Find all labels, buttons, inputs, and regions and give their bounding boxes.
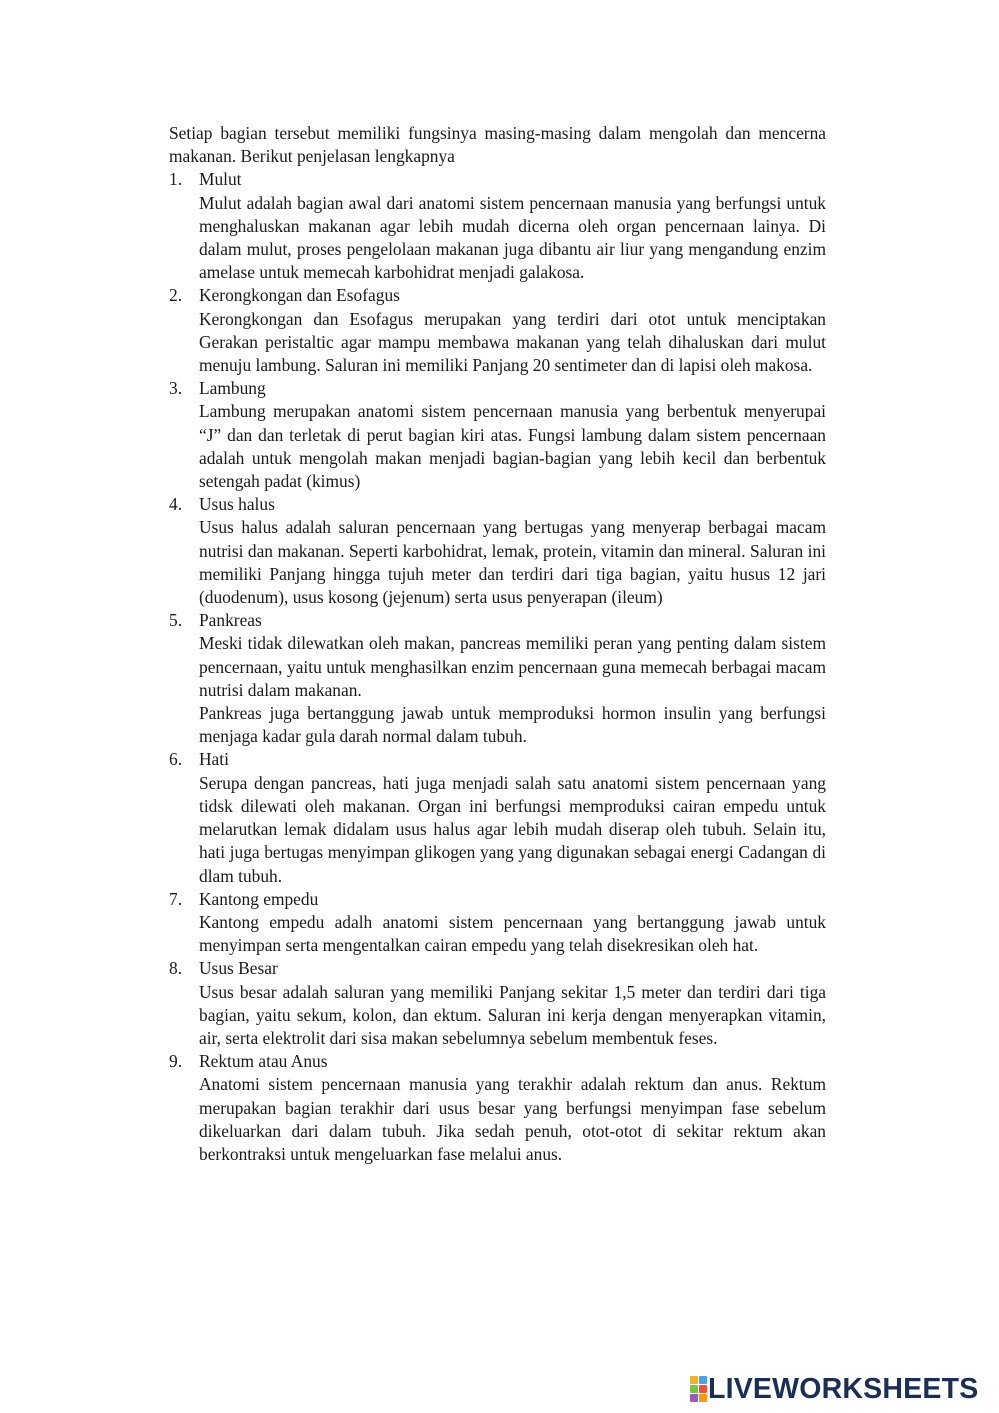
section-item: [169, 284, 826, 377]
section-heading: Hati: [199, 749, 229, 770]
section-number: 1.: [169, 169, 183, 190]
section-paragraph: Pankreas juga bertanggung jawab untuk memproduksi hormon insulin yang berfungsi menjaga kadar gula darah normal dalam tubuh.: [199, 703, 826, 747]
section-number: 8.: [169, 958, 183, 979]
section-heading: Lambung: [199, 378, 266, 399]
section-heading: Usus Besar: [199, 958, 278, 979]
section-item: [169, 748, 826, 887]
section-heading: Kantong empedu: [199, 888, 319, 909]
section-paragraph: Kantong empedu adalh anatomi sistem pencernaan yang bertanggung jawab untuk menyimpan serta mengentalkan cairan empedu yang telah disekresikan oleh hat.: [199, 911, 826, 956]
section-paragraph: Mulut adalah bagian awal dari anatomi sistem pencernaan manusia yang berfungsi untuk menghaluskan makanan agar lebih mudah dicerna oleh organ pencernaan lainya. Di dalam mulut, proses pengelolaan makanan juga dibantu air liur yang mengandung enzim amelase untuk memecah karbohidrat menjadi galakosa.: [199, 192, 826, 283]
section-number: 7.: [169, 888, 183, 909]
section-number: 3.: [169, 378, 183, 399]
section-item: [169, 609, 826, 748]
logo-square: [699, 1394, 707, 1402]
section-item: [169, 888, 826, 958]
section-paragraph: Kerongkongan dan Esofagus merupakan yang terdiri dari otot untuk menciptakan Gerakan peristaltic agar mampu membawa makanan yang telah dihaluskan dari mulut menuju lambung. Saluran ini memiliki Panjang 20 sentimeter dan di lapisi oleh makosa.: [199, 308, 826, 376]
logo-square: [690, 1376, 698, 1384]
logo-square: [699, 1385, 707, 1393]
section-paragraph: Lambung merupakan anatomi sistem pencernaan manusia yang berbentuk menyerupai “J” dan dan terletak di perut bagian kiri atas. Fungsi lambung dalam sistem pencernaan adalah untuk mengolah makan menjadi bagian-bagian yang lebih kecil dan berbentuk setengah padat (kimus): [199, 401, 826, 492]
logo-square: [690, 1385, 698, 1393]
section-heading: Pankreas: [199, 610, 262, 631]
section-paragraph: Usus besar adalah saluran yang memiliki Panjang sekitar 1,5 meter dan terdiri dari tiga bagian, yaitu sekum, kolon, dan ektum. Saluran ini kerja dengan menyerapkan vitamin, air, serta elektrolit dari sisa makan sebelumnya sebelum membentuk feses.: [199, 981, 826, 1048]
section-number: 9.: [169, 1051, 183, 1072]
section-paragraph: Usus halus adalah saluran pencernaan yang bertugas yang menyerap berbagai macam nutrisi dan makanan. Seperti karbohidrat, lemak, protein, vitamin dan mineral. Saluran ini memiliki Panjang hingga tujuh meter dan terdiri dari tiga bagian, yaitu husus 12 jari (duodenum), usus kosong (jejenum) serta usus penyerapan (ileum): [199, 517, 826, 608]
section-item: [169, 377, 826, 493]
section-item: [169, 1050, 826, 1166]
section-list: [169, 168, 826, 1166]
logo-square: [699, 1376, 707, 1384]
section-heading: Kerongkongan dan Esofagus: [199, 285, 400, 306]
section-heading: Mulut: [199, 169, 242, 190]
liveworksheets-logo-mark-icon: [690, 1376, 706, 1402]
intro-paragraph: Setiap bagian tersebut memiliki fungsinya masing-masing dalam mengolah dan mencerna makanan. Berikut penjelasan lengkapnya: [169, 123, 826, 167]
section-item: [169, 493, 826, 609]
liveworksheets-logo-text: LIVEWORKSHEETS: [708, 1373, 979, 1405]
section-paragraph: Anatomi sistem pencernaan manusia yang terakhir adalah rektum dan anus. Rektum merupakan bagian terakhir dari usus besar yang berfungsi menyimpan fase sebelum dikeluarkan dari dalam tubuh. Jika sedah penuh, otot-otot di sekitar rektum akan berkontraksi untuk mengeluarkan fase melalui anus.: [199, 1074, 826, 1164]
section-item: [169, 168, 826, 284]
section-paragraph: Meski tidak dilewatkan oleh makan, pancreas memiliki peran yang penting dalam sistem pencernaan, yaitu untuk menghasilkan enzim pencernaan guna memecah berbagai macam nutrisi dalam makanan.: [199, 633, 826, 700]
liveworksheets-logo: [690, 1374, 978, 1404]
section-item: [169, 957, 826, 1050]
section-number: 6.: [169, 749, 183, 770]
section-heading: Rektum atau Anus: [199, 1051, 328, 1072]
section-number: 2.: [169, 285, 183, 306]
logo-square: [690, 1394, 698, 1402]
section-number: 5.: [169, 610, 183, 631]
section-paragraph: Serupa dengan pancreas, hati juga menjadi salah satu anatomi sistem pencernaan yang tidsk dilewati oleh makanan. Organ ini berfungsi memproduksi cairan empedu untuk melarutkan lemak didalam usus halus agar lebih mudah diserap oleh tubuh. Selain itu, hati juga bertugas menyimpan glikogen yang yang digunakan sebagai energi Cadangan di dlam tubuh.: [199, 772, 826, 886]
worksheet-page: [169, 122, 826, 1166]
section-number: 4.: [169, 494, 183, 515]
section-heading: Usus halus: [199, 494, 275, 515]
